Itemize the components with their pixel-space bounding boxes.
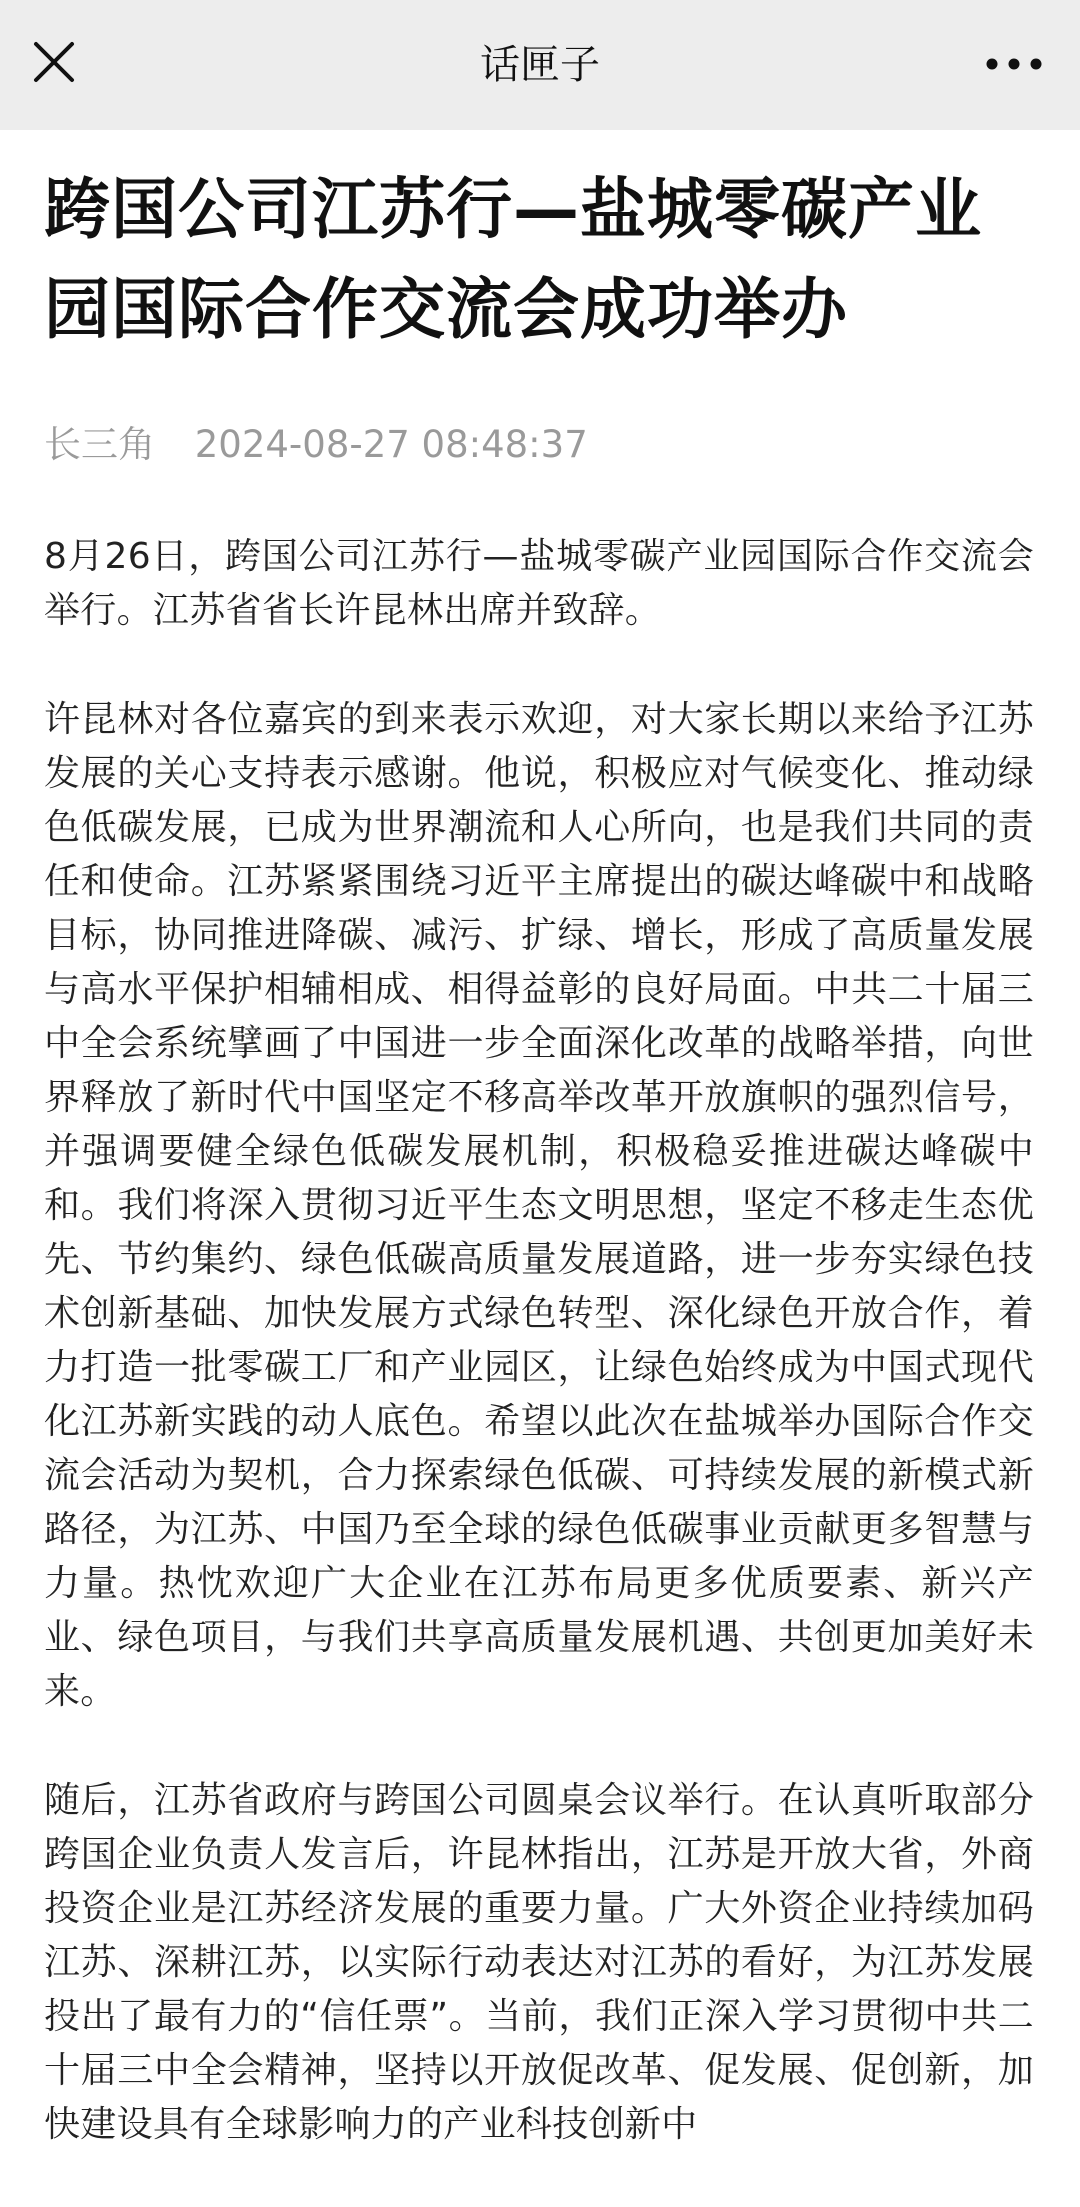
more-options-button[interactable] [982,44,1046,84]
article [44,160,1034,2207]
top-navigation-bar [0,0,1080,130]
article-timestamp: 2024-08-27 08:48:37 [194,423,588,466]
article-body [44,530,1034,2152]
more-dots-icon [982,44,1046,84]
article-headline: 跨国公司江苏行—盐城零碳产业园国际合作交流会成功举办 [44,171,982,348]
article-paragraph: 许昆林对各位嘉宾的到来表示欢迎，对大家长期以来给予江苏发展的关心支持表示感谢。他说，积极应对气候变化、推动绿色低碳发展，已成为世界潮流和人心所向，也是我们共同的责任和使命。江苏紧紧围绕习近平主席提出的碳达峰碳中和战略目标，协同推进降碳、减污、扩绿、增长，形成了高质量发展与高水平保护相辅相成、相得益彰的良好局面。中共二十届三中全会系统擘画了中国进一步全面深化改革的战略举措，向世界释放了新时代中国坚定不移高举改革开放旗帜的强烈信号，并强调要健全绿色低碳发展机制，积极稳妥推进碳达峰碳中和。我们将深入贯彻习近平生态文明思想，坚定不移走生态优先、节约集约、绿色低碳高质量发展道路，进一步夯实绿色技术创新基础、加快发展方式绿色转型、深化绿色开放合作，着力打造一批零碳工厂和产业园区，让绿色始终成为中国式现代化江苏新实践的动人底色。希望以此次在盐城举办国际合作交流会活动为契机，合力探索绿色低碳、可持续发展的新模式新路径，为江苏、中国乃至全球的绿色低碳事业贡献更多智慧与力量。热忱欢迎广大企业在江苏布局更多优质要素、新兴产业、绿色项目，与我们共享高质量发展机遇、共创更加美好未来。 [44,699,1034,1712]
close-icon [28,36,80,88]
page-title: 话匣子 [480,42,600,88]
article-paragraph: 8月26日，跨国公司江苏行—盐城零碳产业园国际合作交流会举行。江苏省省长许昆林出席并致辞。 [44,536,1034,631]
article-source[interactable]: 长三角 [44,423,155,466]
close-button[interactable] [28,36,80,88]
article-meta [44,420,1034,470]
article-paragraph: 随后，江苏省政府与跨国公司圆桌会议举行。在认真听取部分跨国企业负责人发言后，许昆林指出，江苏是开放大省，外商投资企业是江苏经济发展的重要力量。广大外资企业持续加码江苏、深耕江苏，以实际行动表达对江苏的看好，为江苏发展投出了最有力的“信任票”。当前，我们正深入学习贯彻中共二十届三中全会精神，坚持以开放促改革、促发展、促创新，加快建设具有全球影响力的产业科技创新中 [44,1780,1034,2145]
